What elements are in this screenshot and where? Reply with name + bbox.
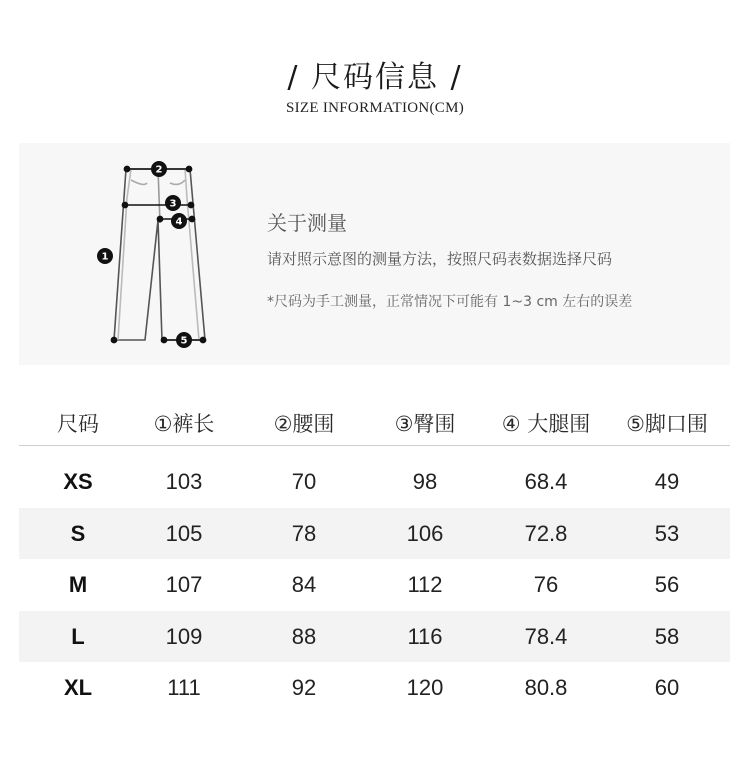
table-row <box>19 559 730 611</box>
cell-waist: 70 <box>291 469 317 494</box>
cell-hip: 116 <box>407 623 443 649</box>
measure-description: 请对照示意图的测量方法，按照尺码表数据选择尺码 <box>267 250 613 268</box>
cell-waist: 78 <box>291 520 317 546</box>
header-hem: ⑤脚口围 <box>626 412 708 436</box>
cell-thigh: 80.8 <box>524 675 568 700</box>
cell-size: XL <box>63 675 93 700</box>
pants-diagram-icon <box>19 143 249 365</box>
cell-hip: 106 <box>406 520 444 546</box>
cell-length: 109 <box>165 623 203 649</box>
cell-hip: 98 <box>412 469 438 494</box>
cell-thigh: 78.4 <box>524 623 568 649</box>
svg-text:1: 1 <box>101 251 109 263</box>
table-row <box>19 456 730 508</box>
cell-waist: 92 <box>291 675 317 700</box>
table-row <box>19 662 730 714</box>
cell-size: XS <box>63 469 93 494</box>
cell-hem: 49 <box>654 469 680 494</box>
page-subtitle: SIZE INFORMATION(CM) <box>285 100 465 116</box>
cell-size: M <box>68 572 88 597</box>
cell-hem: 53 <box>654 520 680 546</box>
cell-size: S <box>70 520 86 546</box>
cell-hem: 60 <box>654 675 680 700</box>
cell-length: 107 <box>165 572 203 597</box>
measure-title: 关于测量 <box>267 211 347 235</box>
header-thigh: ④ 大腿围 <box>501 412 591 436</box>
header-length: ①裤长 <box>153 412 215 436</box>
cell-thigh: 76 <box>533 572 559 597</box>
cell-hem: 56 <box>654 572 680 597</box>
size-table-body <box>19 456 730 714</box>
cell-thigh: 68.4 <box>524 469 568 494</box>
cell-thigh: 72.8 <box>524 520 568 546</box>
cell-length: 103 <box>165 469 203 494</box>
page-title: / 尺码信息 / <box>287 60 463 95</box>
header-size: 尺码 <box>57 412 99 436</box>
measurement-panel <box>19 143 730 365</box>
table-row <box>19 508 730 560</box>
header-waist: ②腰围 <box>273 412 335 436</box>
cell-length: 105 <box>165 520 203 546</box>
header-hip: ③臀围 <box>394 412 456 436</box>
table-row <box>19 611 730 663</box>
cell-waist: 84 <box>291 572 317 597</box>
measure-note: *尺码为手工测量，正常情况下可能有 1~3 cm 左右的误差 <box>267 294 633 310</box>
svg-text:3: 3 <box>169 198 177 210</box>
cell-hip: 112 <box>407 572 443 597</box>
cell-length: 111 <box>167 675 201 700</box>
svg-text:5: 5 <box>180 335 188 347</box>
cell-hip: 120 <box>406 675 444 700</box>
cell-size: L <box>71 623 85 649</box>
size-table-header <box>19 400 730 446</box>
size-table <box>19 400 730 714</box>
svg-text:2: 2 <box>155 164 163 176</box>
cell-waist: 88 <box>291 623 317 649</box>
svg-text:4: 4 <box>175 216 183 228</box>
cell-hem: 58 <box>654 623 680 649</box>
